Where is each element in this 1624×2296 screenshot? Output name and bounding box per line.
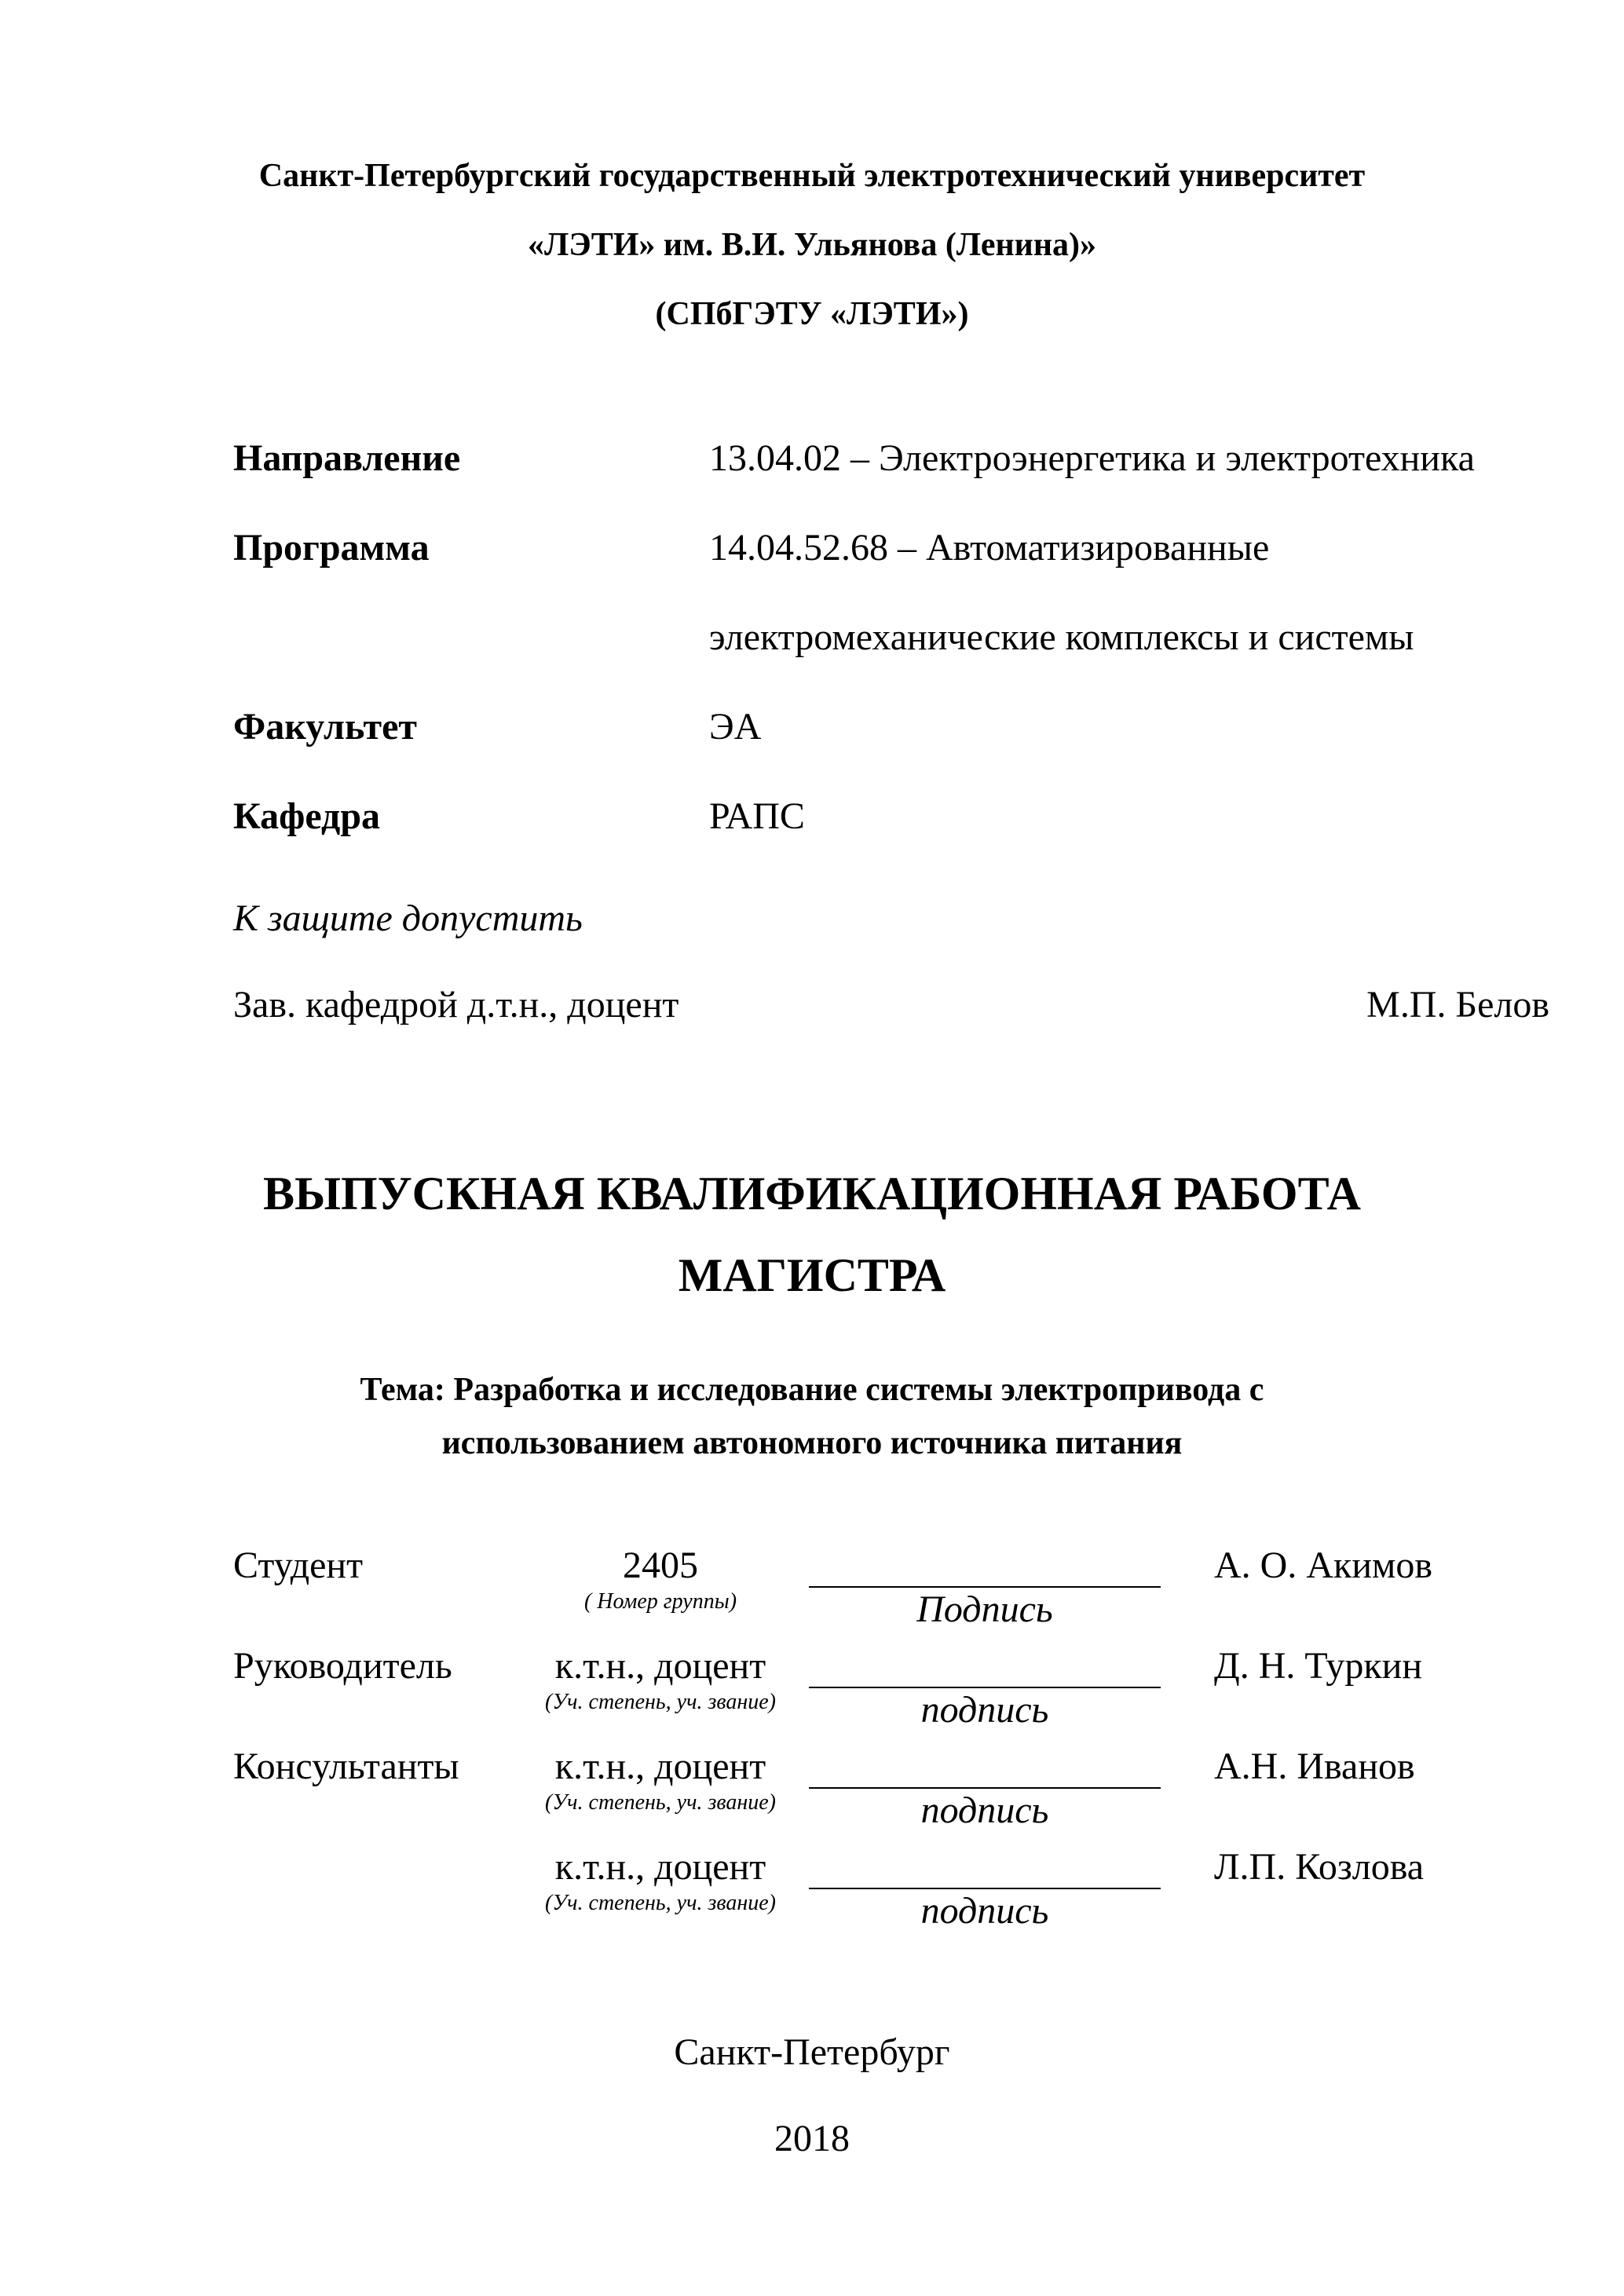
signature-role: Руководитель [233, 1645, 452, 1687]
document-title: ВЫПУСКНАЯ КВАЛИФИКАЦИОННАЯ РАБОТА [263, 1168, 1361, 1219]
academic-degree: к.т.н., доцент [554, 1846, 766, 1888]
academic-degree: к.т.н., доцент [554, 1645, 766, 1687]
program-value-line1: 14.04.52.68 – Автоматизированные [709, 527, 1270, 569]
academic-degree: к.т.н., доцент [554, 1746, 766, 1787]
program-value-line2: электромеханические комплексы и системы [709, 616, 1414, 658]
direction-label: Направление [233, 437, 461, 479]
department-value: РАПС [709, 795, 805, 837]
faculty-value: ЭА [709, 706, 762, 748]
academic-degree-hint: (Уч. степень, уч. звание) [545, 1891, 776, 1915]
city: Санкт-Петербург [674, 2031, 950, 2073]
signature-caption: подпись [920, 1689, 1049, 1731]
faculty-label: Факультет [233, 706, 417, 748]
academic-degree-hint: (Уч. степень, уч. звание) [545, 1690, 776, 1714]
year: 2018 [774, 2118, 850, 2159]
document-title-line2: МАГИСТРА [678, 1249, 946, 1301]
group-number-hint: ( Номер группы) [583, 1589, 737, 1614]
topic-line1: Тема: Разработка и исследование системы электропривода с [360, 1372, 1264, 1408]
academic-degree-hint: (Уч. степень, уч. звание) [545, 1790, 776, 1815]
university-abbreviation: (СПбГЭТУ «ЛЭТИ») [655, 296, 969, 332]
signature-caption: подпись [920, 1890, 1049, 1932]
signatory-name: Д. Н. Туркин [1214, 1645, 1423, 1687]
head-of-department-label: Зав. кафедрой д.т.н., доцент [233, 984, 679, 1026]
university-name-line2: «ЛЭТИ» им. В.И. Ульянова (Ленина)» [527, 227, 1097, 263]
signatory-name: А. О. Акимов [1214, 1545, 1433, 1586]
department-label: Кафедра [233, 795, 381, 837]
head-of-department-name: М.П. Белов [1366, 984, 1549, 1026]
university-name: Санкт-Петербургский государственный электротехнический университет [258, 158, 1366, 194]
signature-role: Студент [233, 1545, 364, 1586]
program-label: Программа [233, 527, 430, 569]
signature-role: Консультанты [233, 1746, 459, 1787]
direction-value: 13.04.02 – Электроэнергетика и электротехника [709, 437, 1475, 479]
signatory-name: А.Н. Иванов [1214, 1746, 1415, 1787]
admit-to-defense: К защите допустить [233, 898, 583, 939]
signatory-name: Л.П. Козлова [1214, 1846, 1425, 1888]
signature-caption: подпись [920, 1790, 1049, 1831]
group-number: 2405 [623, 1545, 698, 1586]
topic-line2: использованием автономного источника питания [441, 1425, 1183, 1461]
signature-caption: Подпись [916, 1589, 1053, 1630]
